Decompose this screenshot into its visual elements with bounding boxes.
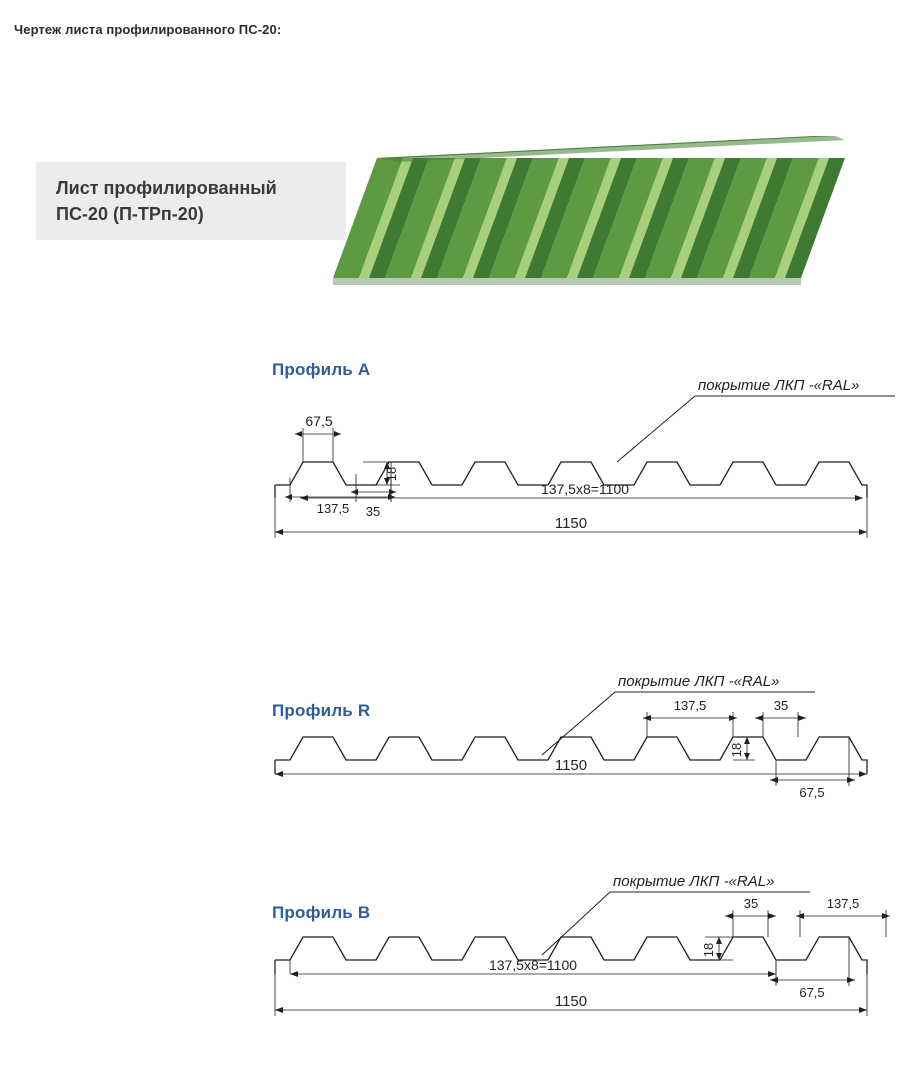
profile-r-dim-total-width: 1150 xyxy=(554,757,588,774)
profile-v-dim-rib: 35 xyxy=(743,896,759,911)
profile-r-title: Профиль R xyxy=(272,701,371,720)
profile-v-dim-working-width: 137,5х8=1100 xyxy=(488,957,578,973)
profile-a-dim-flange: 67,5 xyxy=(305,413,333,429)
profile-a-dim-total-width: 1150 xyxy=(554,515,588,532)
page-title: Чертеж листа профилированного ПС-20: xyxy=(14,22,282,37)
profile-r-drawing xyxy=(255,650,895,850)
profile-a-dim-height: 18 xyxy=(384,466,399,482)
profile-v-drawing xyxy=(255,850,895,1065)
corrugated-sheet-illustration xyxy=(315,118,875,313)
profile-r-dim-rib: 35 xyxy=(773,698,789,713)
profile-v-dim-pitch: 137,5 xyxy=(826,896,860,911)
profile-a-dim-rib: 35 xyxy=(365,504,381,519)
profile-r-dim-height: 18 xyxy=(729,742,744,758)
hero-illustration xyxy=(0,100,918,315)
hero-caption-label: Лист профилированный ПС-20 (П-ТРп-20) xyxy=(56,178,277,225)
profile-v-dim-height: 18 xyxy=(701,942,716,958)
profile-a-dim-pitch: 137,5 xyxy=(316,501,350,516)
profile-v-dim-total-width: 1150 xyxy=(554,993,588,1010)
profile-v-title: Профиль В xyxy=(272,903,371,922)
profile-a-title: Профиль А xyxy=(272,360,371,379)
profile-a-drawing xyxy=(255,370,895,590)
profile-a-dim-working-width: 137,5х8=1100 xyxy=(540,481,630,497)
profile-v-callout: покрытие ЛКП -«RAL» xyxy=(613,873,775,890)
profile-r-dim-flange: 67,5 xyxy=(799,785,825,800)
profile-r-dim-pitch: 137,5 xyxy=(673,698,707,713)
profile-r-callout: покрытие ЛКП -«RAL» xyxy=(618,673,780,690)
profile-a-callout: покрытие ЛКП -«RAL» xyxy=(698,377,860,394)
profile-v-dim-flange: 67,5 xyxy=(799,985,825,1000)
